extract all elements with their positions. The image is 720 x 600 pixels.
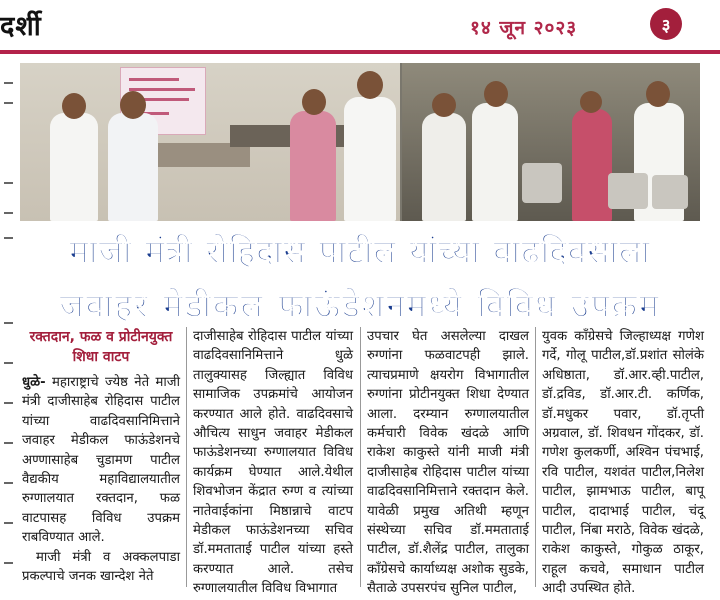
newspaper-name: दर्शी	[0, 11, 42, 42]
column-rule	[360, 327, 361, 587]
article-para-2: माजी मंत्री व अक्कलपाडा प्रकल्पाचे जनक खान्देश नेते	[22, 549, 180, 585]
headline-line-2: जवाहर मेडीकल फाऊंडेशनमध्ये विविध उपक्रम	[59, 286, 661, 325]
photo-blood-donation	[20, 63, 400, 221]
masthead-rule	[0, 50, 720, 54]
col3-text: उपचार घेत असलेल्या दाखल रुग्णांना फळवाटपही झाले. त्याचप्रमाणे क्षयरोग विभागातील रुग्णांना प्रोटीनयुक्त शिधा देण्यात आला. दरम्यान रुग्णालयातील कर्मचारी विवेक खंदळे आणि राकेश काकुस्ते यांनी माजी मंत्री दाजीसाहेब रोहिदास पाटील यांच्या वाढदिवसानिमित्ताने रक्तदान केले. यावेळी प्रमुख अतिथी म्हणून संस्थेच्या सचिव डॉ.ममताताई पाटील, डॉ.शैलेंद्र पाटील, तालुका काँग्रेसचे कार्याध्यक्ष अशोक सुडके, सैताळे उपसरपंच सुनिल पाटील,	[367, 329, 529, 597]
dateline: धुळे-	[22, 375, 46, 390]
article-column-2	[193, 327, 353, 599]
subheading: रक्तदान, फळ व प्रोटीनयुक्त शिधा वाटप	[29, 329, 173, 365]
column-rule	[186, 327, 187, 587]
page-number-badge: ३	[650, 8, 682, 40]
article-column-4	[542, 327, 704, 599]
col1-text: महाराष्ट्राचे ज्येष्ठ नेते माजी मंत्री दाजीसाहेब रोहिदास पाटील यांच्या वाढदिवसानिमित्ताने जवाहर मेडीकल फाऊंडेशनचे अण्णासाहेब चुडामण पाटील वैद्यकीय महाविद्यालयातील रुग्णालयात रक्तदान, फळ वाटपासह विविध उपक्रम राबविण्यात आले.	[22, 375, 180, 546]
issue-date: १४ जून २०२३	[470, 17, 578, 39]
adjacent-column-edge	[0, 62, 16, 592]
article-column-1	[22, 327, 180, 586]
news-photo	[20, 63, 700, 221]
masthead	[0, 0, 720, 46]
col2-text: दाजीसाहेब रोहिदास पाटील यांच्या वाढदिवसानिमित्ताने धुळे तालुक्यासह जिल्ह्यात विविध सामाजिक उपक्रमांचे आयोजन करण्यात आले होते. वाढदिवसाचे औचित्य साधुन जवाहर मेडीकल फाऊंडेशनच्या रुग्णालयात विविध कार्यक्रम घेण्यात आले.येथील शिवभोजन केंद्रात रुग्ण व त्यांच्या नातेवाईकांना मिष्ठान्नाचे वाटप मेडीकल फाऊंडेशनच्या सचिव डॉ.ममताताई पाटील यांच्या हस्ते करण्यात आले. तसेच रुग्णालयातील विविध विभागात	[193, 329, 353, 597]
col4-text: युवक काँग्रेसचे जिल्हाध्यक्ष गणेश गर्दे, गोलू पाटील,डॉ.प्रशांत सोलंके अधिष्ठाता, डॉ.आर.व्ही.पाटील, डॉ.द्रविड, डॉ.आर.टी. कर्णिक, डॉ.मधुकर पवार, डॉ.तृप्ती अग्रवाल, डॉ. शिवधन गोंदकर, डॉ. गणेश कुलकर्णी, अश्विन पंचभाई, रवि पाटील, यशवंत पाटील,निलेश पाटील, झामभाऊ पाटील, बापू पाटील, दादाभाई पाटील, चंदू पाटील, निंबा मराठे, विवेक खंदळे, राकेश काकुस्ते, गोकुळ ठाकूर, राहूल कचवे, समाधान पाटील आदी उपस्थित होते.	[542, 329, 704, 597]
photo-food-distribution	[402, 63, 700, 221]
headline-line-1: माजी मंत्री रोहिदास पाटील यांच्या वाढदिवसाला	[69, 232, 651, 271]
article-para-1	[22, 373, 180, 548]
column-rule	[535, 327, 536, 587]
article-column-3	[367, 327, 529, 599]
